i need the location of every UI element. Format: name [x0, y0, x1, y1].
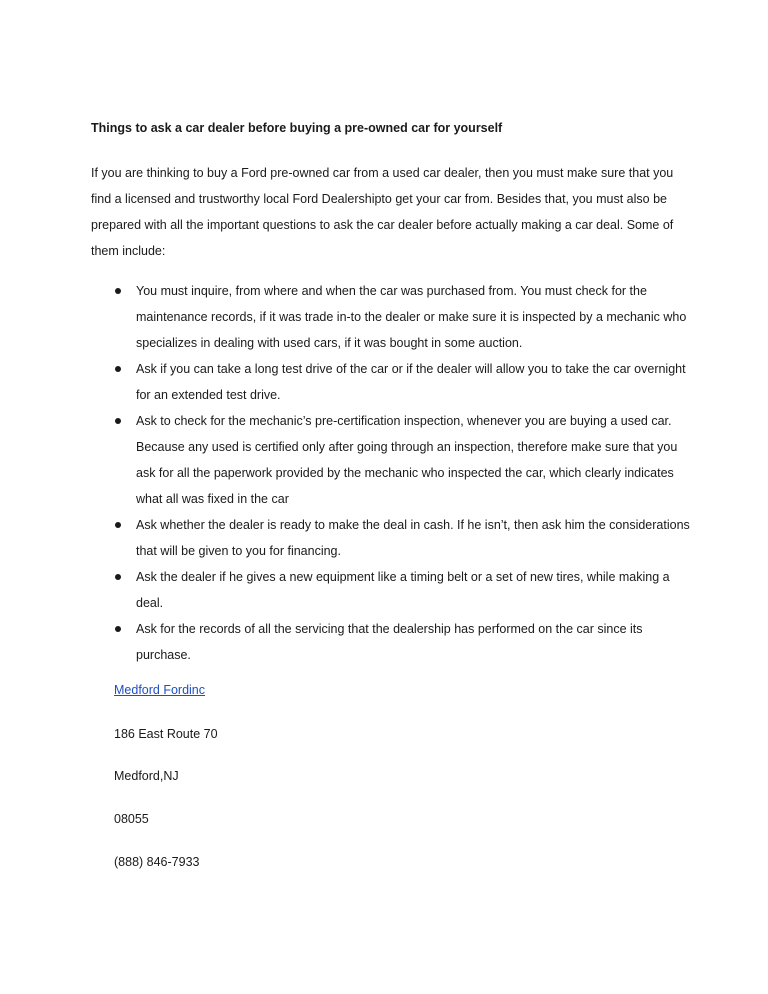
list-item — [91, 408, 691, 512]
dealer-street: 186 East Route 70 — [114, 727, 218, 741]
bullet-icon — [115, 288, 121, 294]
bullet-icon — [115, 366, 121, 372]
dealer-zip: 08055 — [114, 812, 149, 826]
list-item-text: Ask if you can take a long test drive of the car or if the dealer will allow you to take the car overnight for an extended test drive. — [136, 362, 686, 402]
intro-paragraph: If you are thinking to buy a Ford pre-owned car from a used car dealer, then you must make sure that you find a licensed and trustworthy local Ford Dealershipto get your car from. Besides that, you must also be prepared with all the important questions to ask the car dealer before actually making a car deal. Some of them include: — [91, 166, 674, 258]
list-item-text: Ask the dealer if he gives a new equipment like a timing belt or a set of new tires, while making a deal. — [136, 570, 670, 610]
dealer-city-state: Medford,NJ — [114, 769, 179, 783]
list-item — [91, 278, 691, 356]
list-item — [91, 512, 691, 564]
list-item — [91, 564, 691, 616]
list-item — [91, 356, 691, 408]
document-title: Things to ask a car dealer before buying a pre-owned car for yourself — [91, 121, 503, 135]
list-item-text: You must inquire, from where and when the car was purchased from. You must check for the maintenance records, if it was trade in-to the dealer or make sure it is inspected by a mechanic who specializes in dealing with used cars, if it was bought in some auction. — [136, 284, 687, 350]
bullet-icon — [115, 522, 121, 528]
dealer-link[interactable]: Medford Fordinc — [114, 683, 206, 697]
list-item-text: Ask to check for the mechanic’s pre-certification inspection, whenever you are buying a used car. Because any used is certified only after going through an inspection, therefore make sure that you ask for all the paperwork provided by the mechanic who inspected the car, which clearly indicates what all was fixed in the car — [136, 414, 678, 506]
bullet-icon — [115, 418, 121, 424]
list-item — [91, 616, 691, 668]
dealer-phone: (888) 846-7933 — [114, 855, 200, 869]
question-list — [91, 278, 691, 668]
bullet-icon — [115, 574, 121, 580]
bullet-icon — [115, 626, 121, 632]
list-item-text: Ask whether the dealer is ready to make the deal in cash. If he isn’t, then ask him the considerations that will be given to you for financing. — [136, 518, 690, 558]
list-item-text: Ask for the records of all the servicing that the dealership has performed on the car since its purchase. — [136, 622, 643, 662]
